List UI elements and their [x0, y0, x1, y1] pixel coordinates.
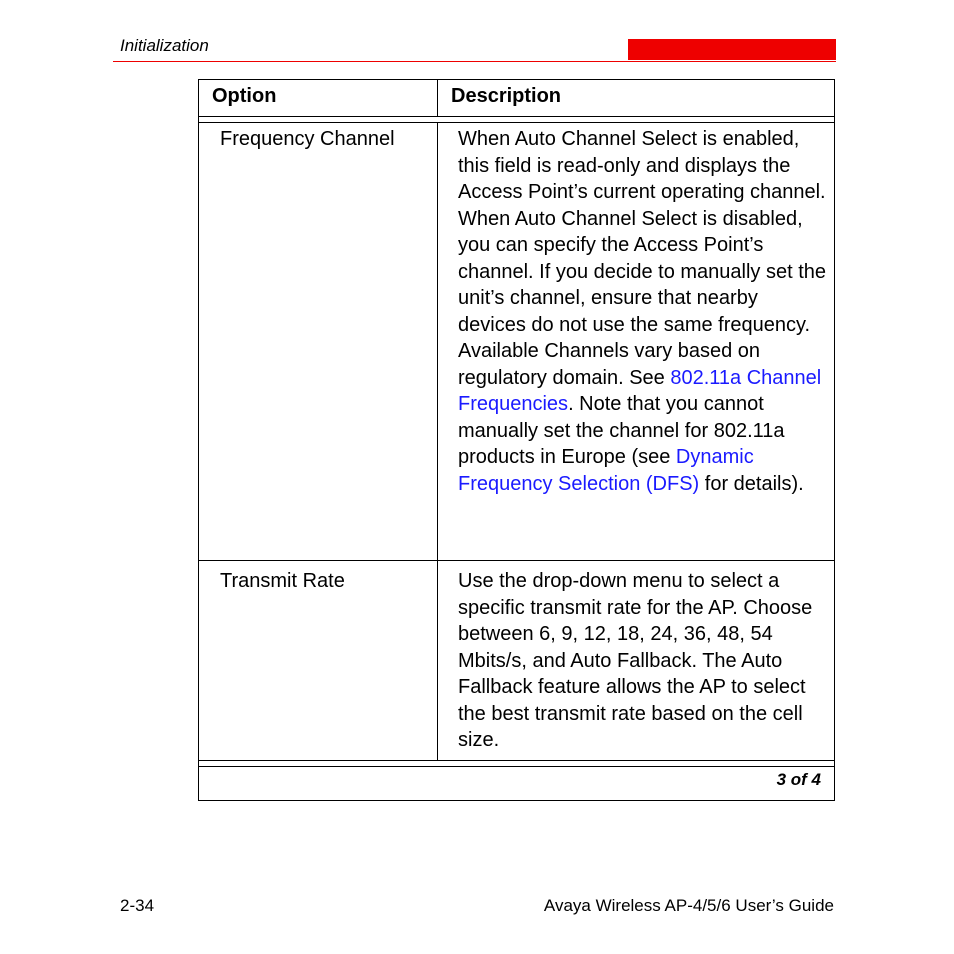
- footer-rule-bottom: [199, 766, 834, 767]
- page-number: 2-34: [120, 896, 155, 915]
- book-title: Avaya Wireless AP-4/5/6 User’s Guide: [543, 896, 834, 915]
- row-separator: [199, 560, 834, 561]
- link-80211a-channel-frequencies[interactable]: 802.11a Channel Frequencies: [458, 366, 822, 415]
- description-frequency-channel: [458, 126, 828, 497]
- option-frequency-channel: Frequency Channel: [220, 128, 395, 150]
- column-header-option: Option: [212, 85, 277, 107]
- link-dynamic-frequency-selection[interactable]: Dynamic Frequency Selection (DFS): [458, 446, 754, 495]
- option-transmit-rate: Transmit Rate: [220, 570, 345, 592]
- header-rule: [113, 61, 836, 62]
- description-transmit-rate: Use the drop-down menu to select a specific transmit rate for the AP. Choose between 6, 9, 12, 18, 24, 36, 48, 54 Mbits/s, and Auto Fallback. The Auto Fallback feature allows the AP to select the best transmit rate based on the cell size.: [458, 570, 813, 751]
- table-pagination: 3 of 4: [776, 770, 821, 789]
- description-text: for details).: [699, 472, 804, 495]
- column-header-description: Description: [451, 85, 562, 107]
- header-accent-bar: [628, 39, 836, 60]
- column-divider-header: [437, 80, 438, 116]
- description-text: . Note that you cannot manually set the channel for 802.11a products in Europe (see: [458, 393, 785, 468]
- header-rule-top: [199, 116, 834, 117]
- description-text: When Auto Channel Select is enabled, this field is read-only and displays the Access Point’s current operating channel. When Auto Channel Select is disabled, you can specify the Access Point’s channel. If you decide to manually set the unit’s channel, ensure that nearby devices do not use the same frequency. Available Channels vary based on regulatory domain. See: [458, 128, 827, 389]
- section-title: Initialization: [120, 36, 209, 55]
- header-rule-bottom: [199, 122, 834, 123]
- footer-rule-top: [199, 760, 834, 761]
- column-divider-body: [437, 122, 438, 760]
